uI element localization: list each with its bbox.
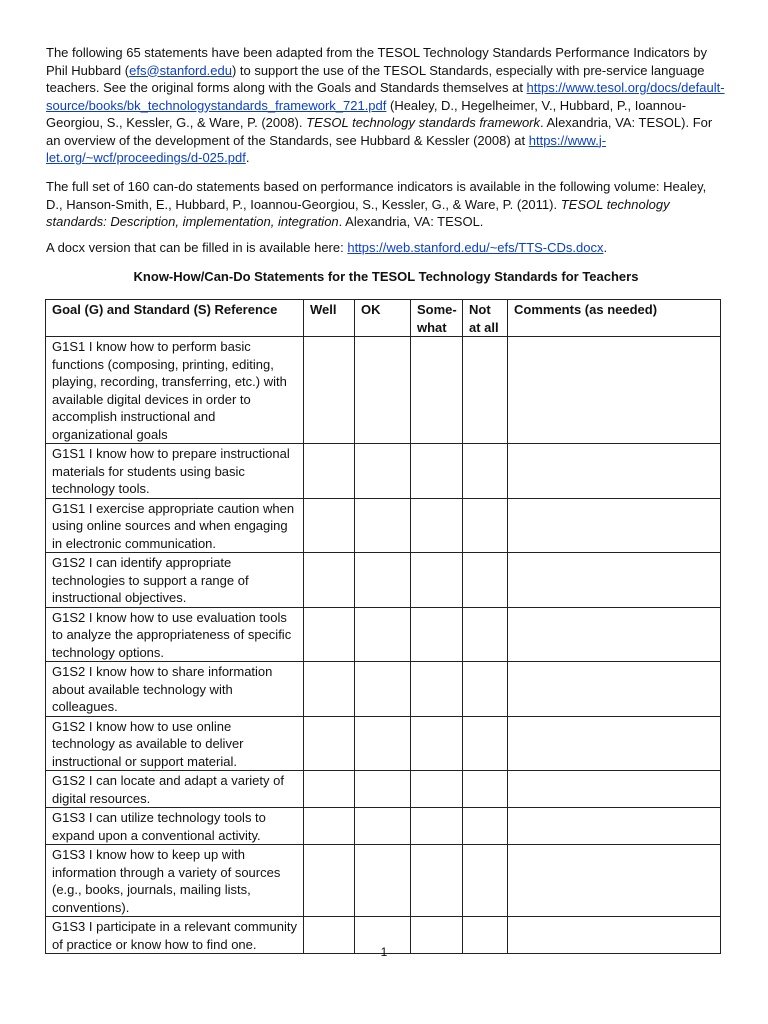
comments-cell[interactable] (508, 808, 721, 845)
statement-cell: G1S3 I can utilize technology tools to expand upon a conventional activity. (46, 808, 304, 845)
table-row (46, 498, 721, 553)
well-cell[interactable] (304, 498, 355, 553)
ok-cell[interactable] (355, 607, 411, 662)
not-at-all-cell[interactable] (463, 716, 508, 771)
well-cell[interactable] (304, 607, 355, 662)
intro-paragraph-2 (46, 178, 726, 231)
table-title: Know-How/Can-Do Statements for the TESOL Technology Standards for Teachers (133, 269, 639, 284)
ok-cell[interactable] (355, 498, 411, 553)
table-header-row (46, 300, 721, 337)
well-cell[interactable] (304, 716, 355, 771)
somewhat-column-header: Some-what (411, 300, 463, 337)
table-row (46, 845, 721, 917)
statement-cell: G1S2 I know how to share information about available technology with colleagues. (46, 662, 304, 717)
intro-text: . Alexandria, VA: TESOL. (338, 214, 484, 229)
page-number: 1 (380, 945, 388, 959)
intro-text: . Alexandria, VA: TESOL). For an overview of the development of the Standards, see Hubbard & Kessler (2008) at (46, 115, 713, 148)
can-do-table (45, 299, 721, 954)
table-row (46, 444, 721, 499)
comments-cell[interactable] (508, 662, 721, 717)
ok-cell[interactable] (355, 808, 411, 845)
goal-column-header: Goal (G) and Standard (S) Reference (46, 300, 304, 337)
somewhat-cell[interactable] (411, 553, 463, 608)
somewhat-cell[interactable] (411, 337, 463, 444)
not-at-all-cell[interactable] (463, 553, 508, 608)
well-cell[interactable] (304, 337, 355, 444)
somewhat-cell[interactable] (411, 662, 463, 717)
comments-cell[interactable] (508, 607, 721, 662)
statement-cell: G1S2 I can locate and adapt a variety of digital resources. (46, 771, 304, 808)
not-at-all-column-header: Not at all (463, 300, 508, 337)
well-cell[interactable] (304, 771, 355, 808)
statement-cell: G1S2 I can identify appropriate technologies to support a range of instructional objectives. (46, 553, 304, 608)
ok-cell[interactable] (355, 771, 411, 808)
well-cell[interactable] (304, 444, 355, 499)
book-title: TESOL technology standards framework (306, 115, 540, 130)
somewhat-cell[interactable] (411, 845, 463, 917)
statement-cell: G1S1 I exercise appropriate caution when using online sources and when engaging in electronic communication. (46, 498, 304, 553)
table-row (46, 716, 721, 771)
somewhat-cell[interactable] (411, 808, 463, 845)
well-cell[interactable] (304, 845, 355, 917)
statement-cell: G1S3 I participate in a relevant community of practice or know how to find one. (46, 917, 304, 954)
statement-cell: G1S2 I know how to use evaluation tools to analyze the appropriateness of specific technology options. (46, 607, 304, 662)
ok-column-header: OK (355, 300, 411, 337)
intro-text: The following 65 statements have been adapted from the TESOL Technology Standards Performance Indicators by Phil Hubbard ( (46, 45, 707, 78)
ok-cell[interactable] (355, 716, 411, 771)
ok-cell[interactable] (355, 553, 411, 608)
somewhat-cell[interactable] (411, 607, 463, 662)
intro-text: (Healey, D., Hegelheimer, V., Hubbard, P., Ioannou-Georgiou, S., Kessler, G., & Ware, P. (2008). (46, 97, 687, 130)
book-title: TESOL technology standards: Description, implementation, integration (46, 196, 670, 229)
comments-cell[interactable] (508, 444, 721, 499)
statement-cell: G1S1 I know how to perform basic functions (composing, printing, editing, playing, recording, transferring, etc.) with available digital devices in order to accomplish instructional and organizational goals (46, 337, 304, 444)
docx-link[interactable]: https://web.stanford.edu/~efs/TTS-CDs.docx (347, 240, 604, 255)
comments-cell[interactable] (508, 337, 721, 444)
not-at-all-cell[interactable] (463, 337, 508, 444)
somewhat-cell[interactable] (411, 444, 463, 499)
table-row (46, 662, 721, 717)
statement-cell: G1S3 I know how to keep up with information through a variety of sources (e.g., books, journals, mailing lists, conventions). (46, 845, 304, 917)
well-cell[interactable] (304, 553, 355, 608)
somewhat-cell[interactable] (411, 771, 463, 808)
comments-cell[interactable] (508, 771, 721, 808)
comments-column-header: Comments (as needed) (508, 300, 721, 337)
comments-cell[interactable] (508, 498, 721, 553)
not-at-all-cell[interactable] (463, 607, 508, 662)
table-row (46, 553, 721, 608)
statement-cell: G1S1 I know how to prepare instructional materials for students using basic technology tools. (46, 444, 304, 499)
ok-cell[interactable] (355, 845, 411, 917)
intro-text: ) to support the use of the TESOL Standards, especially with pre-service language teachers. See the original forms along with the Goals and Standards themselves at (46, 62, 705, 95)
table-row (46, 607, 721, 662)
ok-cell[interactable] (355, 337, 411, 444)
intro-text: The full set of 160 can-do statements based on performance indicators is available in the following volume: Healey, D., Hanson-Smith, E., Hubbard, P., Ioannou-Georgiou, S., Kessler, G., & Ware, P. (2011). (46, 179, 707, 212)
not-at-all-cell[interactable] (463, 771, 508, 808)
not-at-all-cell[interactable] (463, 808, 508, 845)
ok-cell[interactable] (355, 662, 411, 717)
well-column-header: Well (304, 300, 355, 337)
intro-text: . (245, 150, 250, 165)
intro-paragraph-1 (46, 44, 726, 167)
intro-paragraph-3 (46, 239, 726, 257)
table-row (46, 808, 721, 845)
not-at-all-cell[interactable] (463, 444, 508, 499)
intro-text: . (603, 240, 608, 255)
somewhat-cell[interactable] (411, 498, 463, 553)
not-at-all-cell[interactable] (463, 498, 508, 553)
statement-cell: G1S2 I know how to use online technology as available to deliver instructional or support material. (46, 716, 304, 771)
somewhat-cell[interactable] (411, 716, 463, 771)
comments-cell[interactable] (508, 716, 721, 771)
well-cell[interactable] (304, 662, 355, 717)
comments-cell[interactable] (508, 845, 721, 917)
well-cell[interactable] (304, 808, 355, 845)
not-at-all-cell[interactable] (463, 662, 508, 717)
intro-text: A docx version that can be filled in is available here: (46, 240, 348, 255)
email-link[interactable]: efs@stanford.edu (129, 62, 232, 78)
framework-pdf-link[interactable]: https://www.tesol.org/docs/default-source/books/bk_technologystandards_framework_721.pdf (46, 80, 725, 113)
not-at-all-cell[interactable] (463, 845, 508, 917)
ok-cell[interactable] (355, 444, 411, 499)
proceedings-pdf-link[interactable]: https://www.j-let.org/~wcf/proceedings/d-025.pdf (46, 132, 607, 165)
table-row (46, 337, 721, 444)
table-row (46, 771, 721, 808)
comments-cell[interactable] (508, 553, 721, 608)
